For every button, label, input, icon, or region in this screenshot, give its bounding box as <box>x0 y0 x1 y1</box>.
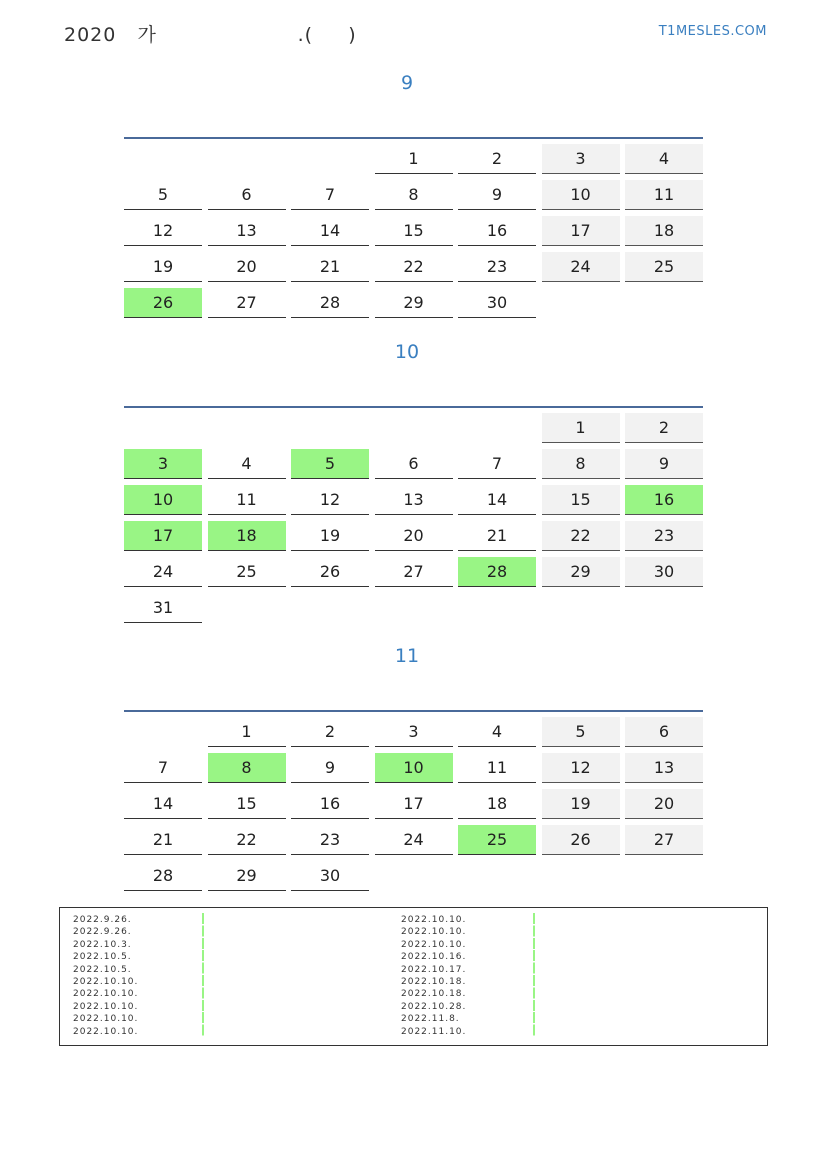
calendar-day: 6 <box>208 180 286 210</box>
calendar-day: 4 <box>625 144 703 174</box>
calendar-day: 7 <box>291 180 369 210</box>
calendar-day: 4 <box>458 717 536 747</box>
calendar-day: 13 <box>375 485 453 515</box>
calendar-day: 30 <box>291 861 369 891</box>
calendar-day: 11 <box>458 753 536 783</box>
calendar-day: 2 <box>625 413 703 443</box>
calendar-day: 29 <box>375 288 453 318</box>
legend-date: 2022.10.10. <box>73 1001 139 1012</box>
calendar-day: 9 <box>625 449 703 479</box>
legend-date: 2022.11.10. <box>401 1026 467 1037</box>
calendar-day: 14 <box>291 216 369 246</box>
calendar-day: 11 <box>208 485 286 515</box>
calendar-day: 15 <box>208 789 286 819</box>
calendar-day: 26 <box>542 825 620 855</box>
calendar-day: 30 <box>625 557 703 587</box>
calendar-day: 15 <box>542 485 620 515</box>
calendar-day: 14 <box>458 485 536 515</box>
holiday-legend <box>59 907 768 1046</box>
legend-date: 2022.10.5. <box>73 952 132 963</box>
calendar-day: 8 <box>542 449 620 479</box>
calendar-day: 28 <box>124 861 202 891</box>
calendar-day: 13 <box>625 753 703 783</box>
calendar-day: 23 <box>625 521 703 551</box>
legend-date: 2022.10.18. <box>401 976 467 987</box>
calendar-day: 18 <box>208 521 286 551</box>
legend-date: 2022.10.5. <box>73 964 132 975</box>
calendar-day: 1 <box>208 717 286 747</box>
calendar-day: 8 <box>375 180 453 210</box>
calendar-september <box>124 137 703 312</box>
calendar-day: 23 <box>291 825 369 855</box>
calendar-day: 21 <box>458 521 536 551</box>
calendar-day: 11 <box>625 180 703 210</box>
calendar-day: 10 <box>375 753 453 783</box>
calendar-day: 9 <box>291 753 369 783</box>
legend-date: 2022.10.10. <box>73 1026 139 1037</box>
calendar-day: 27 <box>625 825 703 855</box>
legend-date: 2022.10.10. <box>73 989 139 1000</box>
calendar-day: 10 <box>124 485 202 515</box>
calendar-day: 4 <box>208 449 286 479</box>
calendar-day: 18 <box>625 216 703 246</box>
month-title-october: 10 <box>394 341 420 363</box>
calendar-day: 2 <box>291 717 369 747</box>
calendar-day: 16 <box>291 789 369 819</box>
calendar-day: 12 <box>291 485 369 515</box>
calendar-day: 19 <box>124 252 202 282</box>
calendar-day: 18 <box>458 789 536 819</box>
legend-column-right <box>401 914 466 1038</box>
legend-date: 2022.10.3. <box>73 939 132 950</box>
calendar-day: 26 <box>124 288 202 318</box>
calendar-day: 9 <box>458 180 536 210</box>
calendar-day: 20 <box>375 521 453 551</box>
calendar-day: 26 <box>291 557 369 587</box>
calendar-day: 1 <box>375 144 453 174</box>
calendar-day: 14 <box>124 789 202 819</box>
calendar-day: 22 <box>542 521 620 551</box>
calendar-day: 25 <box>625 252 703 282</box>
calendar-day: 21 <box>291 252 369 282</box>
legend-date: 2022.9.26. <box>73 915 132 925</box>
legend-date: 2022.10.28. <box>401 1001 467 1012</box>
calendar-day: 29 <box>542 557 620 587</box>
calendar-day: 17 <box>542 216 620 246</box>
calendar-day: 6 <box>625 717 703 747</box>
calendar-day: 3 <box>124 449 202 479</box>
calendar-day: 25 <box>458 825 536 855</box>
calendar-day: 3 <box>542 144 620 174</box>
calendar-october <box>124 406 703 617</box>
calendar-day: 28 <box>291 288 369 318</box>
calendar-day: 19 <box>291 521 369 551</box>
calendar-day: 12 <box>542 753 620 783</box>
month-title-november: 11 <box>394 645 420 667</box>
calendar-november <box>124 710 703 885</box>
calendar-day: 24 <box>124 557 202 587</box>
site-link[interactable]: T1MESLES.COM <box>658 24 767 39</box>
calendar-day: 16 <box>625 485 703 515</box>
calendar-day: 29 <box>208 861 286 891</box>
calendar-day: 27 <box>208 288 286 318</box>
calendar-day: 27 <box>375 557 453 587</box>
calendar-day: 6 <box>375 449 453 479</box>
calendar-day: 23 <box>458 252 536 282</box>
calendar-day: 28 <box>458 557 536 587</box>
calendar-day: 30 <box>458 288 536 318</box>
calendar-day: 20 <box>625 789 703 819</box>
calendar-day: 5 <box>291 449 369 479</box>
calendar-day: 22 <box>208 825 286 855</box>
calendar-day: 1 <box>542 413 620 443</box>
page-title: 2020 가 .( ) <box>64 24 357 46</box>
calendar-day: 20 <box>208 252 286 282</box>
calendar-day: 17 <box>124 521 202 551</box>
calendar-day: 8 <box>208 753 286 783</box>
legend-date: 2022.10.16. <box>401 952 467 963</box>
legend-date: 2022.10.10. <box>401 915 467 925</box>
legend-date: 2022.10.10. <box>401 927 467 938</box>
calendar-day: 12 <box>124 216 202 246</box>
calendar-day: 7 <box>124 753 202 783</box>
calendar-day: 25 <box>208 557 286 587</box>
legend-date: 2022.9.26. <box>73 927 132 938</box>
calendar-day: 10 <box>542 180 620 210</box>
calendar-day: 5 <box>124 180 202 210</box>
legend-date: 2022.10.17. <box>401 964 467 975</box>
legend-date: 2022.10.10. <box>401 939 467 950</box>
legend-highlight-bar <box>533 913 535 1037</box>
legend-date: 2022.11.8. <box>401 1014 460 1025</box>
legend-column-left <box>73 914 138 1038</box>
legend-date: 2022.10.10. <box>73 1014 139 1025</box>
calendar-day: 2 <box>458 144 536 174</box>
calendar-day: 5 <box>542 717 620 747</box>
calendar-day: 16 <box>458 216 536 246</box>
calendar-day: 31 <box>124 593 202 623</box>
calendar-day: 7 <box>458 449 536 479</box>
legend-date: 2022.10.10. <box>73 976 139 987</box>
calendar-day: 24 <box>542 252 620 282</box>
legend-highlight-bar <box>202 913 204 1037</box>
calendar-day: 22 <box>375 252 453 282</box>
calendar-day: 19 <box>542 789 620 819</box>
legend-date: 2022.10.18. <box>401 989 467 1000</box>
calendar-day: 15 <box>375 216 453 246</box>
month-title-september: 9 <box>400 72 414 94</box>
calendar-day: 17 <box>375 789 453 819</box>
calendar-day: 13 <box>208 216 286 246</box>
calendar-day: 3 <box>375 717 453 747</box>
calendar-day: 21 <box>124 825 202 855</box>
calendar-day: 24 <box>375 825 453 855</box>
